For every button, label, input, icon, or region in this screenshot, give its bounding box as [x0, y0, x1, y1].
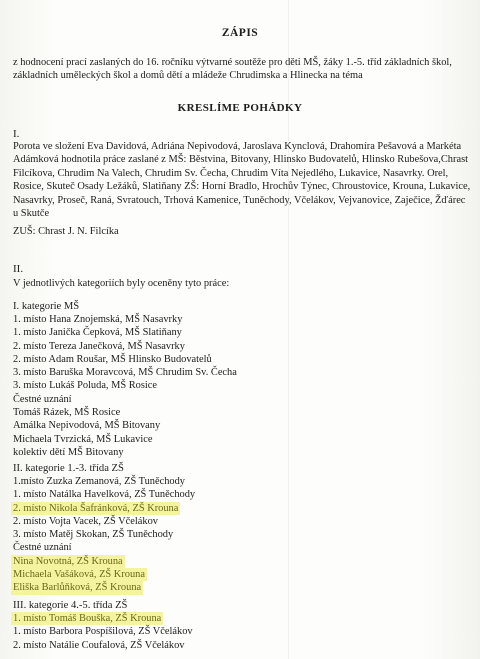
award-list-item — [13, 433, 313, 446]
award-list-item — [13, 419, 313, 432]
award-list-item-highlighted: Eliška Barlůňková, ZŠ Krouna — [13, 582, 142, 594]
award-list-item — [13, 340, 313, 353]
category-2-list — [13, 475, 313, 595]
award-list-item — [13, 555, 313, 568]
award-list-item — [13, 326, 313, 339]
award-list-item — [13, 502, 313, 515]
document-title: ZÁPIS — [221, 27, 259, 39]
award-list-item — [13, 313, 313, 326]
award-list-item — [13, 379, 313, 392]
theme-title: KRESLÍME POHÁDKY — [177, 102, 303, 114]
award-list-item-highlighted: Nina Novotná, ZŠ Krouna — [13, 555, 123, 567]
award-list-item-text: 2. místo Tereza Janečková, MŠ Nasavrky — [13, 340, 185, 352]
award-list-item-text: 3. místo Baruška Moravcová, MŠ Chrudim Sv. Čecha — [13, 367, 237, 379]
award-list-item — [13, 612, 313, 625]
award-list-item — [13, 446, 313, 459]
award-list-item — [13, 625, 313, 638]
jury-paragraph: Porota ve složení Eva Davidová, Adriána Nepivodová, Jaroslava Kynclová, Drahomíra Pešavová a Markéta Adámková hodnotila práce zaslané z MŠ: Běstvina, Bitovany, Hlinsko Budovatelů, Hlinsko Rubešova,Chrast Filcíkova, Chrudim Na Valech, Chrudim Sv. Čecha, Chrudim Víta Nejedlého, Lukavice, Nasavrky. Orel, Rosice, Skuteč Osady Ležáků, Slatiňany ZŠ: Horní Bradlo, Hrochův Týnec, Chroustovice, Krouna, Lukavice, Nasavrky, Proseč, Raná, Svratouch, Trhová Kamenice, Tuněchody, Včelákov, Vejvanovice, Zaječice, Žďárec u Skutče — [13, 141, 471, 220]
award-list-item — [13, 488, 313, 501]
award-list-item-text: Tomáš Rázek, MŠ Rosice — [13, 407, 121, 419]
intro-paragraph: z hodnocení prací zaslaných do 16. ročníku výtvarné soutěže pro děti MŠ, žáky 1.-5. tříd základních škol, základních uměleckých škol a domů dětí a mládeže Chrudimska a Hlinecka na téma — [13, 57, 452, 82]
award-list-item-text: Amálka Nepivodová, MŠ Bitovany — [13, 420, 161, 432]
award-list-item-text: 1. místo Natálka Havelková, ZŠ Tuněchody — [13, 489, 196, 501]
award-list-item-text: 2. místo Natálie Coufalová, ZŠ Včelákov — [13, 639, 185, 651]
category-3-heading: III. kategorie 4.-5. třída ZŠ — [13, 600, 128, 611]
award-list-item-text: 2. místo Vojta Vacek, ZŠ Včelákov — [13, 515, 158, 527]
zus-line: ZUŠ: Chrast J. N. Filcíka — [13, 226, 119, 237]
award-list-item-text: Michaela Tvrzická, MŠ Lukavice — [13, 433, 153, 445]
award-list-item — [13, 393, 313, 406]
award-list-item-text: Čestné uznání — [13, 542, 72, 554]
award-list-item-text: 1. místo Barbora Pospíšilová, ZŠ Včelákov — [13, 626, 193, 638]
award-list-item — [13, 475, 313, 488]
award-list-item-highlighted: Michaela Vašáková, ZŠ Krouna — [13, 569, 145, 581]
award-list-item — [13, 366, 313, 379]
award-list-item — [13, 581, 313, 594]
award-list-item — [13, 541, 313, 554]
category-1-list — [13, 313, 313, 459]
award-list-item-text: 1.místo Zuzka Zemanová, ZŠ Tuněchody — [13, 476, 186, 487]
award-list-item-text: kolektiv dětí MŠ Bitovany — [13, 446, 124, 458]
award-list-item-text: Čestné uznání — [13, 393, 72, 405]
award-list-item-highlighted: 1. místo Tomáš Bouška, ZŠ Krouna — [13, 613, 162, 624]
category-3-list — [13, 612, 313, 652]
award-list-item-text: 2. místo Adam Roušar, MŠ Hlinsko Budovatelů — [13, 353, 212, 365]
award-list-item-highlighted: 2. místo Nikola Šafránková, ZŠ Krouna — [13, 502, 179, 514]
award-list-item — [13, 515, 313, 528]
award-list-item-text: 1. místo Janička Čepková, MŠ Slatiňany — [13, 327, 182, 339]
award-list-item — [13, 639, 313, 652]
section-2-numeral: II. — [13, 263, 24, 275]
award-list-item — [13, 568, 313, 581]
category-2-heading: II. kategorie 1.-3. třída ZŠ — [13, 463, 124, 474]
section-1-numeral: I. — [13, 128, 20, 140]
award-list-item-text: 1. místo Hana Znojemská, MŠ Nasavrky — [13, 314, 183, 325]
section-2-intro: V jednotlivých kategoriích byly oceněny tyto práce: — [13, 278, 230, 289]
award-list-item — [13, 528, 313, 541]
category-1-heading: I. kategorie MŠ — [13, 301, 80, 312]
award-list-item-text: 3. místo Lukáš Poluda, MŠ Rosice — [13, 380, 158, 392]
award-list-item-text: 3. místo Matěj Skokan, ZŠ Tuněchody — [13, 529, 174, 541]
award-list-item — [13, 353, 313, 366]
award-list-item — [13, 406, 313, 419]
